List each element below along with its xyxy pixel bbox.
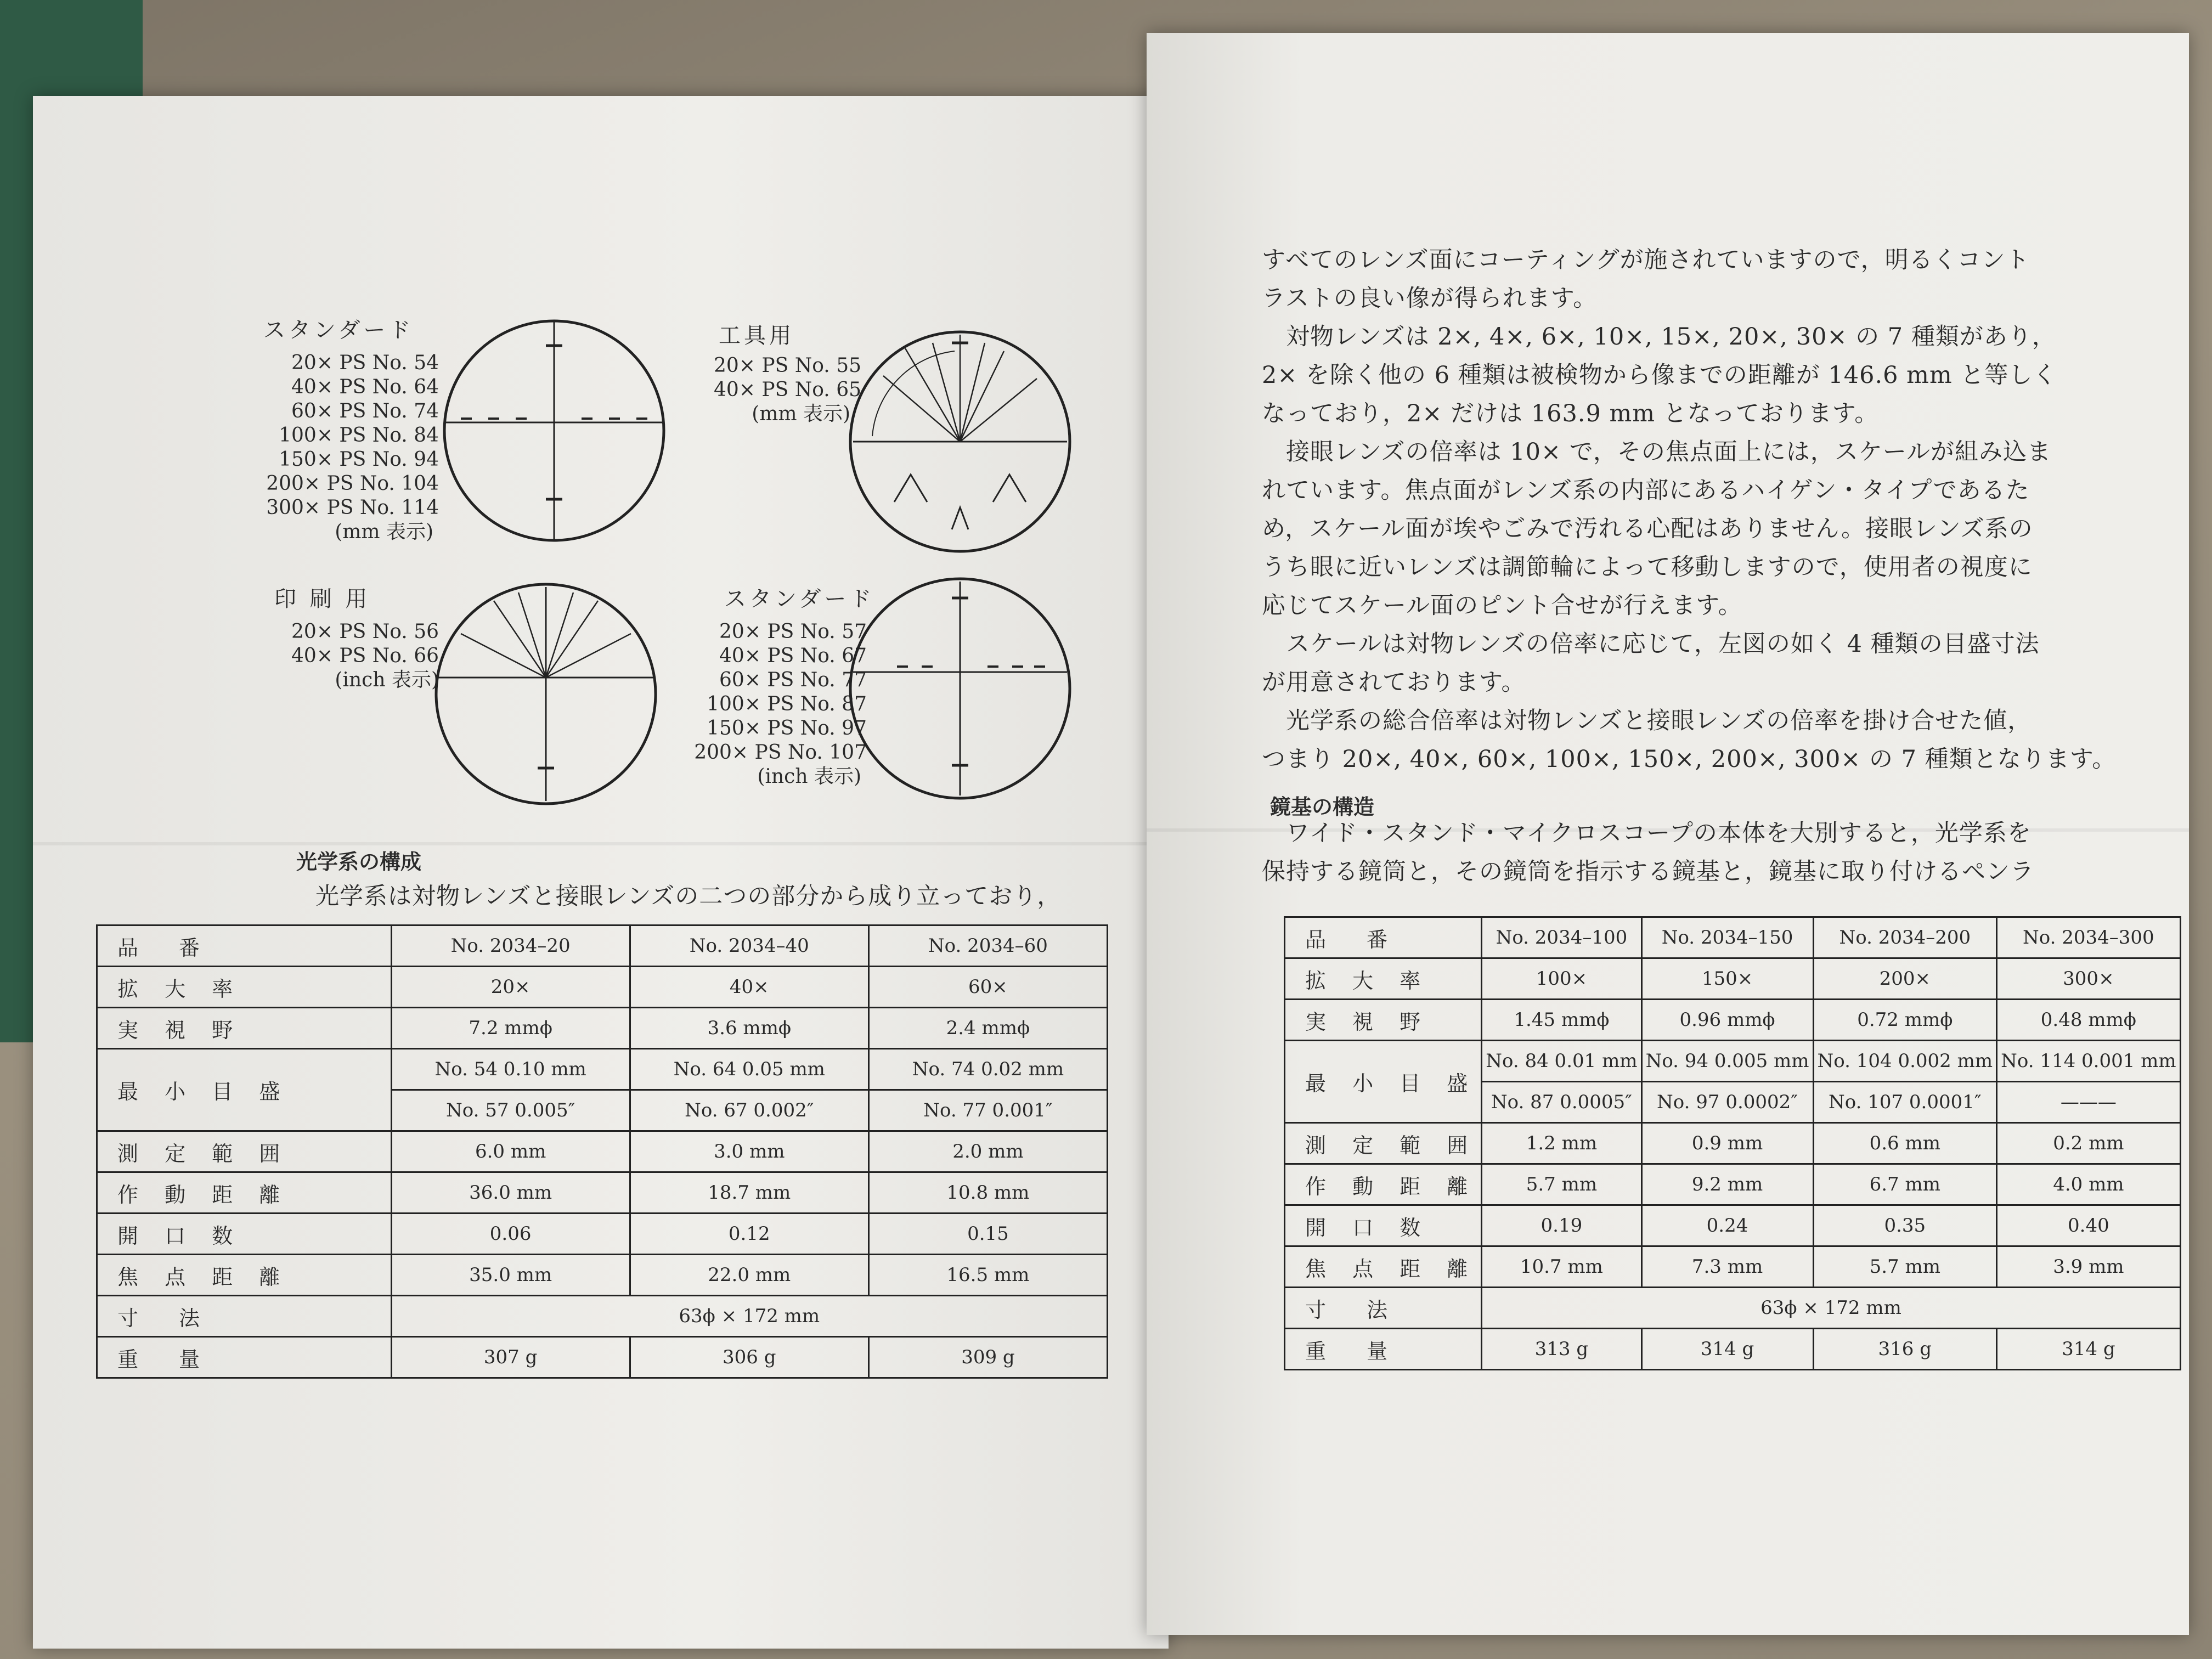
table-cell: 0.72 mmϕ <box>1813 1000 1997 1041</box>
reticle-caption: 印 刷 用 <box>274 586 371 612</box>
table-cell: No. 84 0.01 mm <box>1482 1041 1641 1082</box>
row-label: 作 動 距 離 <box>1285 1164 1482 1205</box>
row-label: 寸 法 <box>97 1296 392 1337</box>
text-line: ワイド・スタンド・マイクロスコープの本体を大別すると，光学系を <box>1262 820 2032 847</box>
text-line: 保持する鏡筒と，その鏡筒を指示する鏡基と，鏡基に取り付けるペンラ <box>1262 858 2034 885</box>
reticle-list <box>219 620 439 692</box>
spec-table-right <box>1284 916 2181 1370</box>
table-cell: 0.48 mmϕ <box>1997 1000 2181 1041</box>
table-cell: No. 2034–20 <box>391 926 630 967</box>
reticle-list <box>230 351 439 544</box>
table-row <box>97 1131 1108 1172</box>
reticle-line: 60× PS No. 77 <box>719 669 867 691</box>
table-row <box>1285 1246 2181 1288</box>
reticle-caption: スタンダード <box>724 586 875 612</box>
text-line: ラストの良い像が得られます。 <box>1262 285 1598 312</box>
table-cell: 20× <box>391 967 630 1008</box>
table-cell: No. 57 0.005″ <box>391 1090 630 1131</box>
table-cell: 0.12 <box>630 1214 868 1255</box>
table-cell: 0.24 <box>1641 1205 1813 1246</box>
table-cell: 36.0 mm <box>391 1172 630 1214</box>
table-row <box>1285 917 2181 958</box>
text-line: め，スケール面が埃やごみで汚れる心配はありません。接眼レンズ系の <box>1262 515 2033 543</box>
table-cell: 314 g <box>1641 1329 1813 1370</box>
table-row <box>97 1172 1108 1214</box>
table-cell: 9.2 mm <box>1641 1164 1813 1205</box>
table-cell: 0.6 mm <box>1813 1123 1997 1164</box>
right-page <box>1147 33 2189 1635</box>
table-row <box>1285 1329 2181 1370</box>
reticle-line: 40× PS No. 66 <box>291 645 439 667</box>
reticle-tool <box>845 326 1075 557</box>
row-label: 品 番 <box>97 926 392 967</box>
table-row <box>97 1255 1108 1296</box>
reticle-caption: スタンダード <box>263 318 414 343</box>
table-cell: 0.2 mm <box>1997 1123 2181 1164</box>
table-row <box>1285 1205 2181 1246</box>
table-cell: No. 87 0.0005″ <box>1482 1082 1641 1123</box>
row-label: 実 視 野 <box>97 1008 392 1049</box>
text-line: スケールは対物レンズの倍率に応じて，左図の如く 4 種類の目盛寸法 <box>1262 630 2040 658</box>
intro-text: 光学系は対物レンズと接眼レンズの二つの部分から成り立っており， <box>315 883 1062 910</box>
table-cell: 0.40 <box>1997 1205 2181 1246</box>
reticle-line: 150× PS No. 94 <box>279 448 439 471</box>
table-row <box>97 1008 1108 1049</box>
left-page <box>33 96 1169 1649</box>
reticle-line: 20× PS No. 57 <box>719 620 867 643</box>
table-cell: 313 g <box>1482 1329 1641 1370</box>
table-cell: 60× <box>868 967 1107 1008</box>
table-row <box>97 967 1108 1008</box>
table-cell: No. 2034–100 <box>1482 917 1641 958</box>
table-cell: No. 97 0.0002″ <box>1641 1082 1813 1123</box>
table-cell: 7.3 mm <box>1641 1246 1813 1288</box>
table-cell: No. 2034–60 <box>868 926 1107 967</box>
section-heading: 鏡基の構造 <box>1270 795 1375 819</box>
reticle-line: (mm 表示) <box>335 521 433 543</box>
table-cell: 2.0 mm <box>868 1131 1107 1172</box>
row-label: 焦 点 距 離 <box>1285 1246 1482 1288</box>
table-cell: 0.96 mmϕ <box>1641 1000 1813 1041</box>
reticle-list <box>664 620 867 789</box>
row-label: 品 番 <box>1285 917 1482 958</box>
reticle-line: (inch 表示) <box>335 669 439 691</box>
table-cell: 3.9 mm <box>1997 1246 2181 1288</box>
reticle-line: 300× PS No. 114 <box>266 496 439 519</box>
table-cell: 300× <box>1997 958 2181 1000</box>
table-cell: No. 114 0.001 mm <box>1997 1041 2181 1082</box>
section-heading: 光学系の構成 <box>296 850 422 874</box>
text-line: が用意されております。 <box>1262 669 1526 696</box>
reticle-line: 20× PS No. 55 <box>714 354 861 377</box>
table-cell: 150× <box>1641 958 1813 1000</box>
table-row <box>97 926 1108 967</box>
reticle-line: 40× PS No. 67 <box>719 645 867 667</box>
table-cell: No. 64 0.05 mm <box>630 1049 868 1090</box>
row-label: 寸 法 <box>1285 1288 1482 1329</box>
table-cell: No. 2034–150 <box>1641 917 1813 958</box>
spec-table-left <box>96 924 1108 1379</box>
row-label: 開 口 数 <box>1285 1205 1482 1246</box>
row-label: 測 定 範 囲 <box>97 1131 392 1172</box>
reticle-line: 20× PS No. 56 <box>291 620 439 643</box>
text-line: なっており，2× だけは 163.9 mm となっております。 <box>1262 400 1879 427</box>
table-cell: 10.7 mm <box>1482 1246 1641 1288</box>
table-cell: 22.0 mm <box>630 1255 868 1296</box>
table-cell: 35.0 mm <box>391 1255 630 1296</box>
table-cell: 18.7 mm <box>630 1172 868 1214</box>
table-row <box>1285 958 2181 1000</box>
table-cell: No. 104 0.002 mm <box>1813 1041 1997 1082</box>
row-label: 測 定 範 囲 <box>1285 1123 1482 1164</box>
row-label: 拡 大 率 <box>97 967 392 1008</box>
row-label: 焦 点 距 離 <box>97 1255 392 1296</box>
text-line: うち眼に近いレンズは調節輪によって移動しますので，使用者の視度に <box>1262 554 2033 581</box>
table-row <box>97 1337 1108 1378</box>
table-cell: 5.7 mm <box>1482 1164 1641 1205</box>
table-row <box>1285 1123 2181 1164</box>
table-cell: 10.8 mm <box>868 1172 1107 1214</box>
reticle-standard-mm <box>422 315 686 546</box>
table-cell: 16.5 mm <box>868 1255 1107 1296</box>
table-cell: 63ϕ × 172 mm <box>1482 1288 2180 1329</box>
table-cell: 0.35 <box>1813 1205 1997 1246</box>
table-cell: 2.4 mmϕ <box>868 1008 1107 1049</box>
table-cell: No. 107 0.0001″ <box>1813 1082 1997 1123</box>
text-line: 応じてスケール面のピント合せが行えます。 <box>1262 592 1742 619</box>
reticle-line: 20× PS No. 54 <box>291 352 439 374</box>
table-row <box>97 1296 1108 1337</box>
text-line: 接眼レンズの倍率は 10× で，その焦点面上には，スケールが組み込ま <box>1262 438 2051 466</box>
reticle-list <box>658 354 861 426</box>
table-cell: 314 g <box>1997 1329 2181 1370</box>
table-cell: 5.7 mm <box>1813 1246 1997 1288</box>
table-cell: 0.9 mm <box>1641 1123 1813 1164</box>
table-cell: 40× <box>630 967 868 1008</box>
table-row <box>97 1049 1108 1090</box>
reticle-line: 200× PS No. 104 <box>266 472 439 495</box>
fold-crease <box>33 842 1169 845</box>
table-cell: 3.6 mmϕ <box>630 1008 868 1049</box>
table-cell: 1.45 mmϕ <box>1482 1000 1641 1041</box>
row-label: 最 小 目 盛 <box>1285 1041 1482 1123</box>
row-label: 作 動 距 離 <box>97 1172 392 1214</box>
table-cell: 309 g <box>868 1337 1107 1378</box>
table-cell: No. 2034–40 <box>630 926 868 967</box>
text-line: 対物レンズは 2×, 4×, 6×, 10×, 15×, 20×, 30× の 7 種類があり， <box>1262 323 2056 351</box>
row-label: 重 量 <box>1285 1329 1482 1370</box>
table-row <box>1285 1288 2181 1329</box>
table-cell: 0.15 <box>868 1214 1107 1255</box>
table-cell: 63ϕ × 172 mm <box>391 1296 1107 1337</box>
text-line: すべてのレンズ面にコーティングが施されていますので，明るくコント <box>1262 246 2030 274</box>
table-row <box>1285 1000 2181 1041</box>
table-cell: No. 2034–200 <box>1813 917 1997 958</box>
text-line: れています。焦点面がレンズ系の内部にあるハイゲン・タイプであるた <box>1262 477 2030 504</box>
table-cell: 200× <box>1813 958 1997 1000</box>
table-cell: 0.06 <box>391 1214 630 1255</box>
table-cell: 1.2 mm <box>1482 1123 1641 1164</box>
reticle-line: (mm 表示) <box>752 403 850 425</box>
table-cell: No. 74 0.02 mm <box>868 1049 1107 1090</box>
table-cell: ——— <box>1997 1082 2181 1123</box>
reticle-line: (inch 表示) <box>757 765 861 788</box>
text-line: 2× を除く他の 6 種類は被検物から像までの距離が 146.6 mm と等しく <box>1262 362 2057 389</box>
table-cell: No. 94 0.005 mm <box>1641 1041 1813 1082</box>
table-cell: 316 g <box>1813 1329 1997 1370</box>
table-cell: 7.2 mmϕ <box>391 1008 630 1049</box>
table-row <box>1285 1041 2181 1082</box>
table-cell: 6.0 mm <box>391 1131 630 1172</box>
reticle-line: 40× PS No. 65 <box>714 379 861 401</box>
reticle-line: 40× PS No. 64 <box>291 376 439 398</box>
table-cell: No. 2034–300 <box>1997 917 2181 958</box>
table-row <box>97 1214 1108 1255</box>
table-cell: 0.19 <box>1482 1205 1641 1246</box>
table-cell: 6.7 mm <box>1813 1164 1997 1205</box>
row-label: 重 量 <box>97 1337 392 1378</box>
table-cell: No. 67 0.002″ <box>630 1090 868 1131</box>
table-cell: No. 54 0.10 mm <box>391 1049 630 1090</box>
reticle-line: 100× PS No. 84 <box>279 424 439 447</box>
row-label: 最 小 目 盛 <box>97 1049 392 1131</box>
row-label: 開 口 数 <box>97 1214 392 1255</box>
reticle-line: 60× PS No. 74 <box>291 400 439 422</box>
table-row <box>1285 1164 2181 1205</box>
table-cell: 100× <box>1482 958 1641 1000</box>
reticle-line: 150× PS No. 97 <box>707 717 867 740</box>
row-label: 拡 大 率 <box>1285 958 1482 1000</box>
text-line: つまり 20×, 40×, 60×, 100×, 150×, 200×, 300× の 7 種類となります。 <box>1262 746 2117 773</box>
table-cell: No. 77 0.001″ <box>868 1090 1107 1131</box>
table-cell: 307 g <box>391 1337 630 1378</box>
text-line: 光学系の総合倍率は対物レンズと接眼レンズの倍率を掛け合せた値， <box>1262 707 2032 735</box>
reticle-line: 100× PS No. 87 <box>707 693 867 715</box>
reticle-standard-inch <box>845 573 1075 804</box>
reticle-caption: 工具用 <box>719 323 794 348</box>
reticle-printing <box>428 579 664 809</box>
reticle-line: 200× PS No. 107 <box>694 741 867 764</box>
table-cell: 4.0 mm <box>1997 1164 2181 1205</box>
table-cell: 3.0 mm <box>630 1131 868 1172</box>
row-label: 実 視 野 <box>1285 1000 1482 1041</box>
table-cell: 306 g <box>630 1337 868 1378</box>
